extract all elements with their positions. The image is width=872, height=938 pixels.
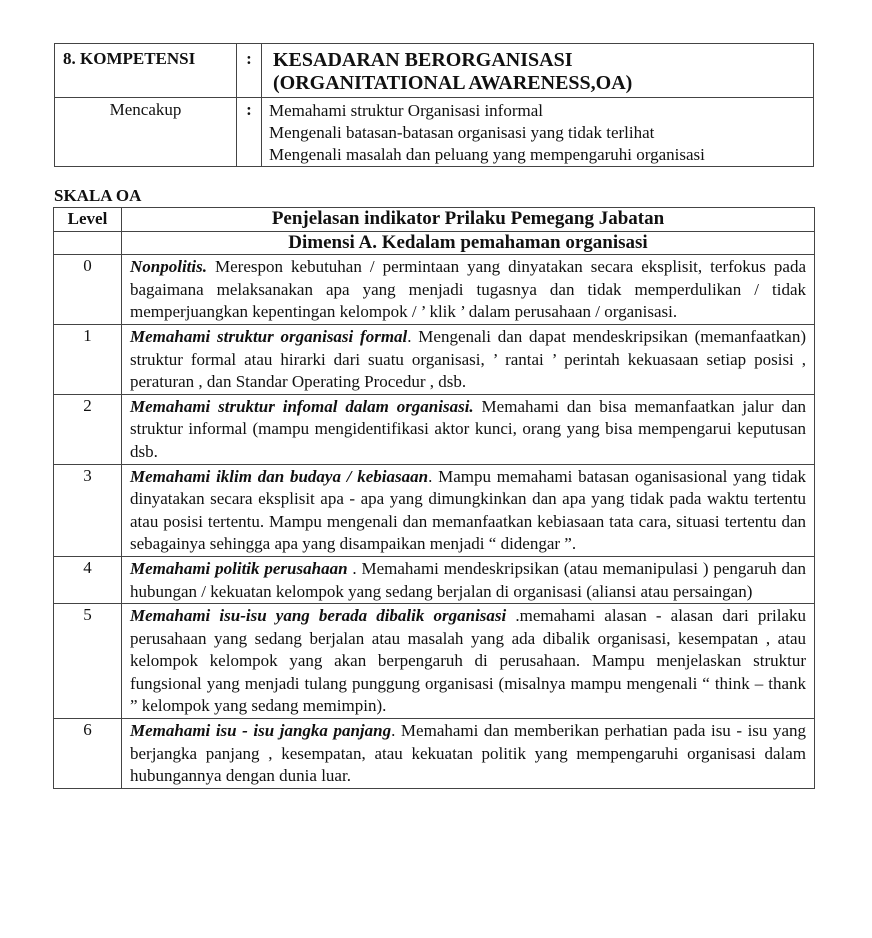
indicator-name: Memahami iklim dan budaya / kebiasaan: [130, 466, 429, 486]
scope-items: [262, 98, 814, 167]
scale-table: [53, 207, 815, 789]
competency-title: [262, 44, 814, 98]
level-number: 2: [54, 394, 122, 464]
table-row: [54, 324, 815, 394]
level-description: [122, 255, 815, 325]
header-description: Penjelasan indikator Prilaku Pemegang Jabatan: [122, 208, 815, 232]
level-number: 6: [54, 719, 122, 789]
table-row: [54, 255, 815, 325]
competency-title-row: [55, 44, 814, 98]
level-description: [122, 719, 815, 789]
table-row: [54, 556, 815, 603]
competency-table: [54, 43, 814, 167]
level-description: [122, 556, 815, 603]
scope-item: Memahami struktur Organisasi informal: [269, 101, 543, 120]
indicator-name: Memahami isu - isu jangka panjang: [130, 721, 392, 741]
indicator-text: Merespon kebutuhan / permintaan yang dinyatakan secara eksplisit, terfokus pada bagaimana melaksanakan apa yang menjadi tugasnya dan tidak memperdulikan / tidak memperjuangkan kepentingan kelompok / ’ klik ’ dalam perusahaan / organisasi.: [130, 257, 806, 322]
scope-separator: :: [237, 98, 262, 167]
competency-title-line-2: (ORGANITATIONAL AWARENESS,OA): [273, 72, 633, 94]
scope-label: Mencakup: [55, 98, 237, 167]
scope-item: Mengenali batasan-batasan organisasi yang tidak terlihat: [269, 123, 655, 142]
indicator-text: . Mengenali dan dapat mendeskripsikan (memanfaatkan) struktur formal atau hirarki dari suatu organisasi, ’ rantai ’ perintah kekuasaan setiap posisi , peraturan , dan Standar Operating Procedur , dsb.: [130, 326, 806, 392]
indicator-name: Nonpolitis.: [130, 257, 207, 277]
level-number: 1: [54, 324, 122, 394]
table-row: [54, 394, 815, 464]
level-number: 3: [54, 464, 122, 556]
indicator-text: . Memahami mendeskripsikan (atau memanipulasi ) pengaruh dan hubungan / kekuatan kelompok yang sedang berjalan di organisasi (aliansi atau persaingan): [130, 558, 807, 601]
competency-scope-row: [55, 98, 814, 167]
level-description: [122, 394, 815, 464]
competency-title-line-1: KESADARAN BERORGANISASI: [273, 49, 573, 71]
table-row: [54, 604, 815, 719]
dimension-row: [54, 231, 815, 255]
competency-separator: :: [237, 44, 262, 98]
scale-header-row: [54, 208, 815, 232]
level-number: 5: [54, 604, 122, 719]
dimension-level-cell: [54, 231, 122, 255]
level-description: [122, 324, 815, 394]
level-description: [122, 464, 815, 556]
indicator-name: Memahami struktur organisasi formal: [130, 326, 408, 346]
level-number: 0: [54, 255, 122, 325]
level-number: 4: [54, 556, 122, 603]
scope-item: Mengenali masalah dan peluang yang mempengaruhi organisasi: [269, 145, 705, 164]
indicator-text: . Mampu memahami batasan oganisasional yang tidak dinyatakan secara eksplisit apa - apa yang dimungkinkan dan apa yang tidak pada waktu tertentu atau posisi tertentu. Mampu mengenali dan memanfaatkan kebiasaan tata cara, situasi tertentu dan sebagainya sehingga apa yang disampaikan menjadi “ didengar ”.: [130, 466, 806, 554]
competency-number-label: 8. KOMPETENSI: [55, 44, 237, 98]
table-row: [54, 719, 815, 789]
table-row: [54, 464, 815, 556]
indicator-text: . Memahami dan memberikan perhatian pada isu - isu yang berjangka panjang , kesempatan, atau kekuatan politik yang mempengaruhi organisasi dalam hubungannya dengan dunia luar.: [130, 721, 807, 786]
header-level: Level: [54, 208, 122, 232]
indicator-name: Memahami politik perusahaan: [130, 558, 348, 578]
scale-title: SKALA OA: [54, 186, 142, 205]
indicator-text: Memahami dan bisa memanfaatkan jalur dan struktur informal (mampu mengidentifikasi aktor kunci, orang yang bisa mempengarui keputusan dsb.: [130, 396, 806, 461]
dimension-title: Dimensi A. Kedalam pemahaman organisasi: [122, 231, 815, 255]
level-description: [122, 604, 815, 719]
indicator-name: Memahami isu-isu yang berada dibalik organisasi: [130, 606, 507, 626]
indicator-name: Memahami struktur infomal dalam organisasi.: [130, 396, 474, 416]
indicator-text: .memahami alasan - alasan dari prilaku perusahaan yang sedang berjalan atau masalah yang ada dibalik organisasi, kesempatan , atau kelompok kelompok yang akan berpengaruh di perusahaan. Mampu menjelaskan struktur fungsional yang menjadi tulang punggung organisasi (misalnya mampu mengenali “ think – thank ” kelompok yang sedang memimpin).: [130, 606, 806, 716]
